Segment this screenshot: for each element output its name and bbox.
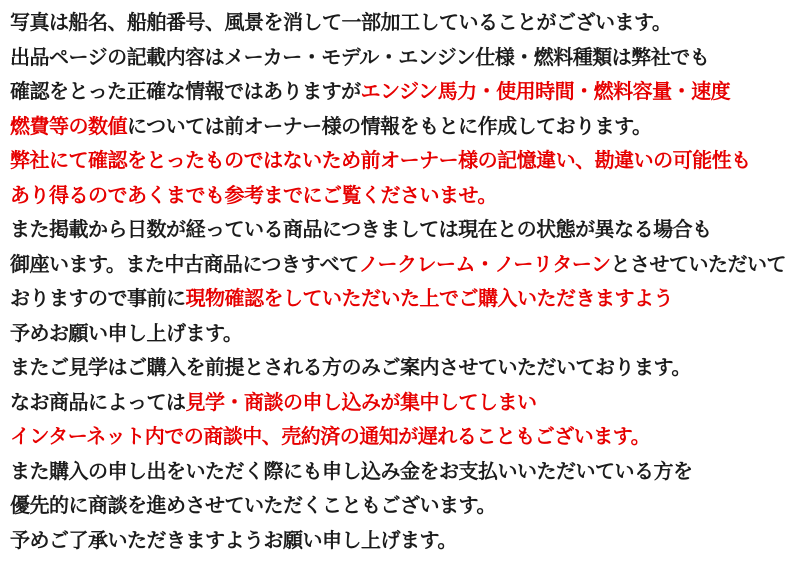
text-line (10, 455, 794, 490)
disclaimer-segment: とさせていただいて (610, 253, 787, 276)
disclaimer-segment-emphasis: 燃費等の数値 (10, 115, 127, 138)
disclaimer-segment: については前オーナー様の情報をもとに作成しております。 (127, 115, 652, 138)
disclaimer-segment: おりますので事前に (10, 288, 186, 310)
disclaimer-segment: 出品ページの記載内容はメーカー・モデル・エンジン仕様・燃料種類は弊社でも (10, 46, 710, 69)
text-line (10, 144, 794, 179)
text-line (10, 110, 794, 145)
disclaimer-segment-emphasis: エンジン馬力・使用時間・燃料容量・速度 (360, 81, 731, 103)
text-line (10, 6, 794, 41)
text-line (10, 524, 794, 559)
text-line (10, 386, 794, 421)
text-line (10, 489, 794, 524)
disclaimer-segment: 予めご了承いただきますようお願い申し上げます。 (10, 529, 457, 552)
disclaimer-segment: 優先的に商談を進めさせていただくこともございます。 (10, 495, 496, 517)
disclaimer-segment: なお商品によっては (10, 391, 186, 414)
disclaimer-segment: 写真は船名、船舶番号、風景を消して一部加工していることがございます。 (10, 12, 672, 34)
disclaimer-text-block (10, 6, 794, 558)
text-line (10, 41, 794, 76)
disclaimer-segment-emphasis: あり得るのであくまでも参考までにご覧くださいませ。 (10, 184, 497, 207)
disclaimer-segment: また購入の申し出をいただく際にも申し込み金をお支払いいただいている方を (10, 460, 693, 483)
text-line (10, 317, 794, 352)
text-line (10, 420, 794, 455)
disclaimer-segment-emphasis: ノークレーム・ノーリターン (358, 253, 611, 276)
disclaimer-segment-emphasis: 弊社にて確認をとったものではないため前オーナー様の記憶違い、勘違いの可能性も (10, 150, 751, 172)
disclaimer-segment: またご見学はご購入を前提とされる方のみご案内させていただいております。 (10, 357, 691, 379)
text-line (10, 248, 794, 283)
text-line (10, 75, 794, 110)
disclaimer-segment: 予めお願い申し上げます。 (10, 322, 243, 345)
text-line (10, 282, 794, 317)
text-line (10, 179, 794, 214)
disclaimer-segment: 御座います。また中古商品につきすべて (10, 253, 359, 276)
text-line (10, 213, 794, 248)
text-line (10, 351, 794, 386)
disclaimer-segment-emphasis: インターネット内での商談中、売約済の通知が遅れることもございます。 (10, 426, 651, 448)
disclaimer-segment-emphasis: 現物確認をしていただいた上でご購入いただきますよう (185, 288, 673, 310)
disclaimer-segment: また掲載から日数が経っている商品につきましては現在との状態が異なる場合も (10, 219, 712, 241)
disclaimer-segment: 確認をとった正確な情報ではありますが (10, 81, 361, 103)
disclaimer-segment-emphasis: 見学・商談の申し込みが集中してしまい (185, 391, 537, 414)
